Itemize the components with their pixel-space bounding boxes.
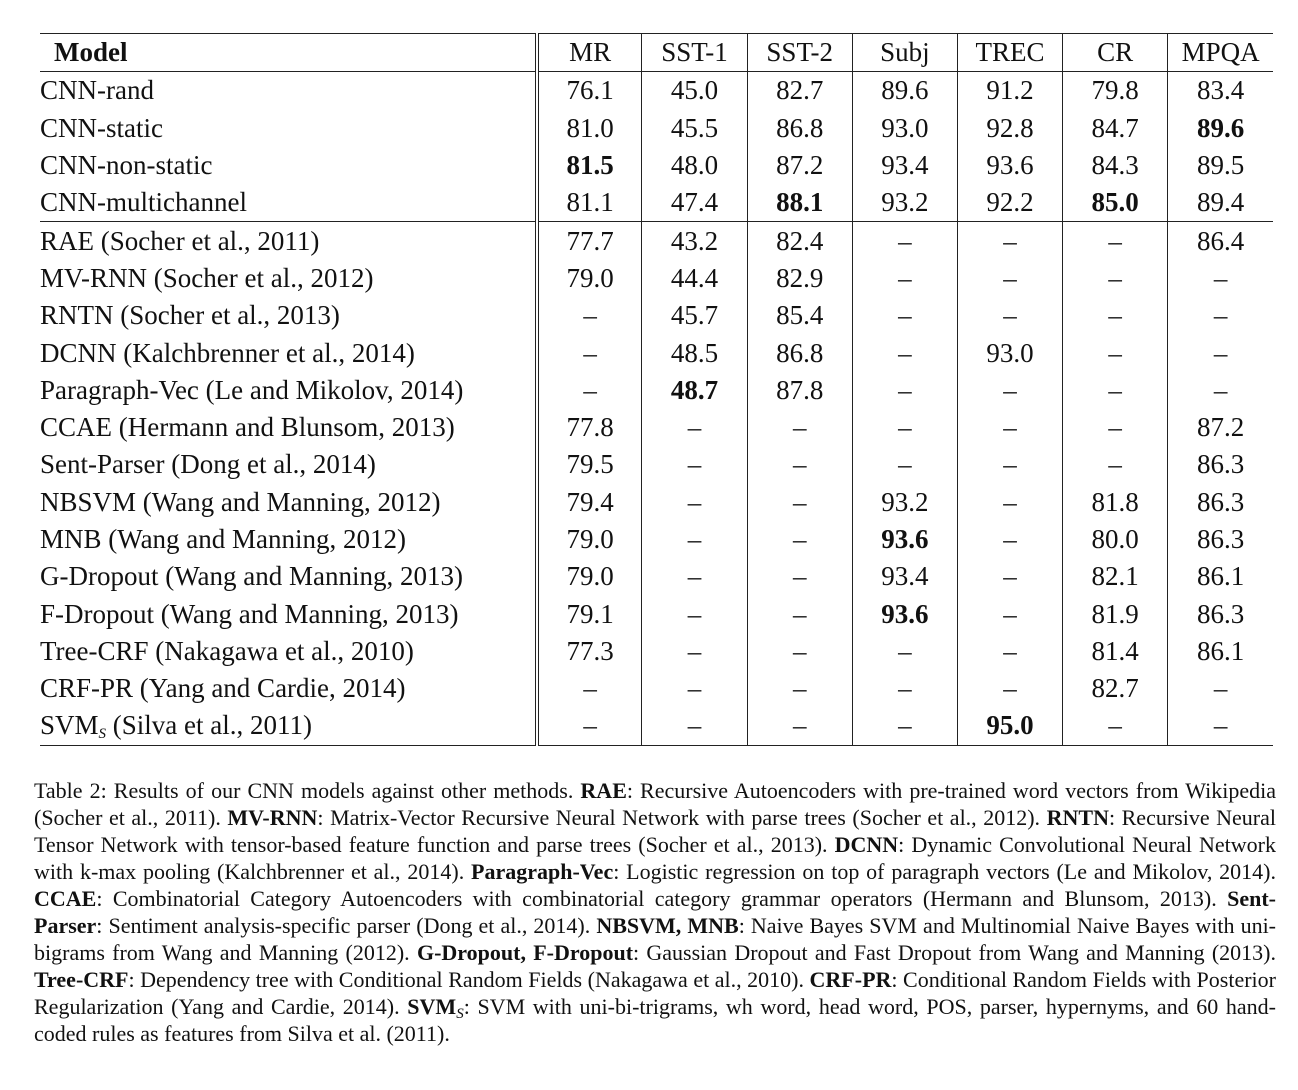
model-name-cell: [40, 409, 537, 446]
model-name: RAE (Socher et al., 2011): [40, 225, 320, 256]
score-cell: 85.0: [1063, 184, 1168, 222]
model-name-citation: (Silva et al., 2011): [106, 710, 312, 741]
model-name-cell: [40, 670, 537, 707]
caption-segment: : Dynamic Convolutional Neural Network with k-max pooling (Kalchbrenner et al., 2014).: [34, 832, 1276, 884]
score-cell: 44.4: [642, 260, 747, 297]
table-row: [40, 558, 1273, 595]
score-cell: –: [747, 558, 852, 595]
model-name: CRF-PR (Yang and Cardie, 2014): [40, 673, 406, 704]
caption-term: [227, 805, 317, 830]
model-name: Sent-Parser (Dong et al., 2014): [40, 449, 376, 480]
score-cell: 89.6: [852, 72, 957, 110]
caption-segment: Paragraph-Vec: [471, 859, 614, 884]
column-header-trec: TREC: [957, 34, 1062, 72]
caption-segment: : Logistic regression on top of paragraph vectors (Le and Mikolov, 2014).: [613, 859, 1276, 884]
model-name-cell: [40, 558, 537, 595]
score-cell: 84.3: [1063, 147, 1168, 184]
model-name-cell: [40, 707, 537, 745]
column-header-subj: Subj: [852, 34, 957, 72]
score-cell: –: [1168, 707, 1273, 745]
score-cell: –: [1168, 372, 1273, 409]
caption-text: [633, 940, 1276, 965]
model-name-cell: [40, 521, 537, 558]
score-cell: –: [642, 446, 747, 483]
model-name-subscript: S: [98, 726, 107, 743]
score-cell: –: [957, 409, 1062, 446]
score-cell: 79.0: [537, 558, 642, 595]
score-cell: 48.5: [642, 334, 747, 371]
model-name: CCAE (Hermann and Blunsom, 2013): [40, 412, 455, 443]
model-name-cell: [40, 222, 537, 260]
caption-segment: : Recursive Autoencoders with pre-trained word vectors from Wikipedia (Socher et al., 2011).: [34, 778, 1276, 830]
model-name-cell: [40, 595, 537, 632]
score-cell: 95.0: [957, 707, 1062, 745]
caption-segment: NBSVM, MNB: [596, 913, 739, 938]
caption-text: [96, 886, 1227, 911]
score-cell: 43.2: [642, 222, 747, 260]
table-row: [40, 372, 1273, 409]
score-cell: 86.1: [1168, 633, 1273, 670]
table-row: [40, 184, 1273, 222]
score-cell: 77.7: [537, 222, 642, 260]
score-cell: –: [747, 409, 852, 446]
caption-segment: CRF-PR: [809, 967, 892, 992]
score-cell: –: [747, 633, 852, 670]
model-name: CNN-static: [40, 112, 163, 143]
model-name: DCNN (Kalchbrenner et al., 2014): [40, 337, 415, 368]
model-name-cell: [40, 147, 537, 184]
caption-segment: : SVM with uni-bi-trigrams, wh word, head word, POS, parser, hypernyms, and 60 hand-coded rules as features from Silva et al. (2011).: [34, 994, 1276, 1046]
score-cell: 93.0: [852, 110, 957, 147]
score-cell: –: [957, 521, 1062, 558]
score-cell: 45.5: [642, 110, 747, 147]
table-row: [40, 72, 1273, 110]
caption-segment: RNTN: [1046, 805, 1109, 830]
caption-term: [471, 859, 613, 884]
caption-segment: : Sentiment analysis-specific parser (Dong et al., 2014).: [96, 913, 597, 938]
model-name: CNN-multichannel: [40, 187, 247, 218]
table-body: [40, 72, 1273, 745]
table-row: [40, 147, 1273, 184]
score-cell: –: [852, 222, 957, 260]
column-header-cr: CR: [1063, 34, 1168, 72]
score-cell: 83.4: [1168, 72, 1273, 110]
score-cell: 87.2: [1168, 409, 1273, 446]
score-cell: 93.6: [852, 595, 957, 632]
table-row: [40, 707, 1273, 745]
model-name: CNN-rand: [40, 75, 154, 106]
caption-segment: G-Dropout, F-Dropout: [416, 940, 634, 965]
score-cell: 48.0: [642, 147, 747, 184]
score-cell: –: [957, 297, 1062, 334]
score-cell: –: [1063, 446, 1168, 483]
caption-segment: RAE: [580, 778, 627, 803]
score-cell: 45.7: [642, 297, 747, 334]
caption-segment: : Matrix-Vector Recursive Neural Network with parse trees (Socher et al., 2012).: [317, 805, 1047, 830]
caption-term: [810, 967, 892, 992]
model-name-cell: [40, 110, 537, 147]
score-cell: –: [747, 595, 852, 632]
score-cell: 93.0: [957, 334, 1062, 371]
score-cell: 81.8: [1063, 484, 1168, 521]
caption-term: [1047, 805, 1109, 830]
score-cell: 82.9: [747, 260, 852, 297]
table-row: [40, 334, 1273, 371]
model-name: CNN-non-static: [40, 150, 213, 181]
caption-segment: : Combinatorial Category Autoencoders with combinatorial category grammar operators (Hermann and Blunsom, 2013).: [96, 886, 1228, 911]
caption-term: [407, 994, 456, 1019]
score-cell: –: [852, 633, 957, 670]
caption-text: [317, 805, 1046, 830]
score-cell: –: [537, 334, 642, 371]
score-cell: –: [957, 372, 1062, 409]
score-cell: 89.5: [1168, 147, 1273, 184]
table-row: [40, 633, 1273, 670]
caption-segment: : Naive Bayes SVM and Multinomial Naive Bayes with uni-bigrams from Wang and Manning (2012).: [34, 913, 1277, 965]
caption-term: [34, 967, 128, 992]
score-cell: –: [642, 633, 747, 670]
score-cell: –: [957, 260, 1062, 297]
score-cell: –: [957, 222, 1062, 260]
score-cell: –: [642, 670, 747, 707]
model-name-cell: [40, 446, 537, 483]
score-cell: –: [1063, 260, 1168, 297]
caption-segment: Sent-Parser: [34, 886, 1276, 938]
caption-text: [128, 967, 809, 992]
table-caption: [34, 777, 1276, 1047]
score-cell: 45.0: [642, 72, 747, 110]
score-cell: 82.1: [1063, 558, 1168, 595]
score-cell: –: [537, 297, 642, 334]
score-cell: –: [852, 260, 957, 297]
score-cell: –: [747, 521, 852, 558]
score-cell: 86.3: [1168, 521, 1273, 558]
model-name: MV-RNN (Socher et al., 2012): [40, 262, 374, 293]
column-header-sst2: SST-2: [747, 34, 852, 72]
score-cell: –: [1063, 222, 1168, 260]
score-cell: 86.8: [747, 110, 852, 147]
model-name: Tree-CRF (Nakagawa et al., 2010): [40, 635, 414, 666]
score-cell: –: [1168, 260, 1273, 297]
model-name-cell: [40, 260, 537, 297]
score-cell: –: [957, 670, 1062, 707]
table-header-row: [40, 34, 1273, 72]
score-cell: 86.4: [1168, 222, 1273, 260]
table-row: [40, 222, 1273, 260]
score-cell: 79.8: [1063, 72, 1168, 110]
score-cell: –: [1168, 670, 1273, 707]
score-cell: 79.1: [537, 595, 642, 632]
score-cell: 81.9: [1063, 595, 1168, 632]
column-header-mr: MR: [537, 34, 642, 72]
score-cell: 77.3: [537, 633, 642, 670]
table-row: [40, 670, 1273, 707]
model-name-cell: [40, 297, 537, 334]
score-cell: 81.1: [537, 184, 642, 222]
score-cell: –: [1063, 409, 1168, 446]
score-cell: 86.8: [747, 334, 852, 371]
score-cell: –: [1063, 707, 1168, 745]
table-row: [40, 595, 1273, 632]
model-name: MNB (Wang and Manning, 2012): [40, 524, 407, 554]
score-cell: 47.4: [642, 184, 747, 222]
score-cell: –: [1063, 297, 1168, 334]
score-cell: –: [957, 484, 1062, 521]
score-cell: –: [642, 707, 747, 745]
score-cell: 93.4: [852, 558, 957, 595]
column-header-sst1: SST-1: [642, 34, 747, 72]
table-row: [40, 446, 1273, 483]
score-cell: –: [537, 372, 642, 409]
score-cell: 93.6: [957, 147, 1062, 184]
caption-term: [580, 778, 626, 803]
model-name-cell: [40, 372, 537, 409]
score-cell: 87.2: [747, 147, 852, 184]
score-cell: 92.8: [957, 110, 1062, 147]
caption-segment: Tree-CRF: [34, 967, 129, 992]
caption-term: [34, 886, 96, 911]
score-cell: 91.2: [957, 72, 1062, 110]
score-cell: 79.4: [537, 484, 642, 521]
results-table: [40, 33, 1273, 746]
score-cell: –: [957, 633, 1062, 670]
model-name-cell: [40, 184, 537, 222]
score-cell: 79.0: [537, 260, 642, 297]
caption-term: [835, 832, 899, 857]
model-name: Paragraph-Vec (Le and Mikolov, 2014): [40, 374, 464, 405]
table-row: [40, 484, 1273, 521]
score-cell: 79.0: [537, 521, 642, 558]
model-name-cell: [40, 633, 537, 670]
caption-segment: : Conditional Random Fields with Posterior Regularization (Yang and Cardie, 2014).: [34, 967, 1276, 1019]
model-name-cell: [40, 72, 537, 110]
table-row: [40, 521, 1273, 558]
model-name: NBSVM (Wang and Manning, 2012): [40, 486, 441, 517]
score-cell: 93.6: [852, 521, 957, 558]
score-cell: –: [852, 707, 957, 745]
score-cell: 82.4: [747, 222, 852, 260]
score-cell: 86.3: [1168, 484, 1273, 521]
score-cell: 92.2: [957, 184, 1062, 222]
score-cell: 87.8: [747, 372, 852, 409]
score-cell: –: [642, 595, 747, 632]
model-name-cell: [40, 334, 537, 371]
score-cell: –: [747, 484, 852, 521]
score-cell: 81.0: [537, 110, 642, 147]
model-name: SVM: [40, 710, 99, 741]
score-cell: –: [957, 446, 1062, 483]
model-name: G-Dropout (Wang and Manning, 2013): [40, 561, 463, 592]
caption-segment: MV-RNN: [227, 805, 318, 830]
caption-subscript: S: [456, 1006, 464, 1022]
score-cell: –: [642, 521, 747, 558]
caption-segment: : Recursive Neural Tensor Network with tensor-based feature function and parse trees (Socher et al., 2013).: [34, 805, 1277, 857]
score-cell: –: [957, 595, 1062, 632]
model-name: F-Dropout (Wang and Manning, 2013): [40, 598, 459, 629]
score-cell: –: [642, 484, 747, 521]
score-cell: –: [537, 670, 642, 707]
score-cell: –: [852, 670, 957, 707]
caption-segment: : Dependency tree with Conditional Random Fields (Nakagawa et al., 2010).: [128, 967, 810, 992]
score-cell: 80.0: [1063, 521, 1168, 558]
score-cell: 86.3: [1168, 595, 1273, 632]
score-cell: –: [1063, 334, 1168, 371]
score-cell: 76.1: [537, 72, 642, 110]
score-cell: –: [957, 558, 1062, 595]
model-name: RNTN (Socher et al., 2013): [40, 300, 340, 331]
score-cell: 77.8: [537, 409, 642, 446]
score-cell: 79.5: [537, 446, 642, 483]
caption-text: [34, 778, 580, 803]
score-cell: 89.6: [1168, 110, 1273, 147]
score-cell: –: [747, 707, 852, 745]
score-cell: 86.1: [1168, 558, 1273, 595]
score-cell: 82.7: [1063, 670, 1168, 707]
table-row: [40, 110, 1273, 147]
table-row: [40, 260, 1273, 297]
caption-segment: SVM: [407, 994, 457, 1019]
score-cell: –: [852, 409, 957, 446]
score-cell: 82.7: [747, 72, 852, 110]
caption-term: [596, 913, 738, 938]
score-cell: –: [1168, 334, 1273, 371]
score-cell: 93.4: [852, 147, 957, 184]
score-cell: 81.5: [537, 147, 642, 184]
score-cell: –: [747, 670, 852, 707]
score-cell: 89.4: [1168, 184, 1273, 222]
score-cell: –: [1168, 297, 1273, 334]
score-cell: –: [1063, 372, 1168, 409]
caption-text: [96, 913, 596, 938]
score-cell: –: [852, 334, 957, 371]
score-cell: 85.4: [747, 297, 852, 334]
score-cell: –: [852, 297, 957, 334]
score-cell: –: [852, 446, 957, 483]
caption-segment: Table 2: Results of our CNN models against other methods.: [34, 778, 581, 803]
score-cell: –: [642, 409, 747, 446]
score-cell: 93.2: [852, 184, 957, 222]
score-cell: –: [537, 707, 642, 745]
caption-term: [417, 940, 633, 965]
score-cell: 86.3: [1168, 446, 1273, 483]
caption-segment: DCNN: [834, 832, 899, 857]
column-header-mpqa: MPQA: [1168, 34, 1273, 72]
score-cell: 84.7: [1063, 110, 1168, 147]
caption-segment: : Gaussian Dropout and Fast Dropout from Wang and Manning (2013).: [633, 940, 1276, 965]
caption-segment: CCAE: [34, 886, 97, 911]
score-cell: 93.2: [852, 484, 957, 521]
caption-text: [613, 859, 1276, 884]
table-row: [40, 297, 1273, 334]
score-cell: 48.7: [642, 372, 747, 409]
score-cell: –: [747, 446, 852, 483]
model-name-cell: [40, 484, 537, 521]
score-cell: 88.1: [747, 184, 852, 222]
score-cell: –: [642, 558, 747, 595]
column-header-model: Model: [40, 34, 537, 72]
score-cell: –: [852, 372, 957, 409]
table-row: [40, 409, 1273, 446]
score-cell: 81.4: [1063, 633, 1168, 670]
